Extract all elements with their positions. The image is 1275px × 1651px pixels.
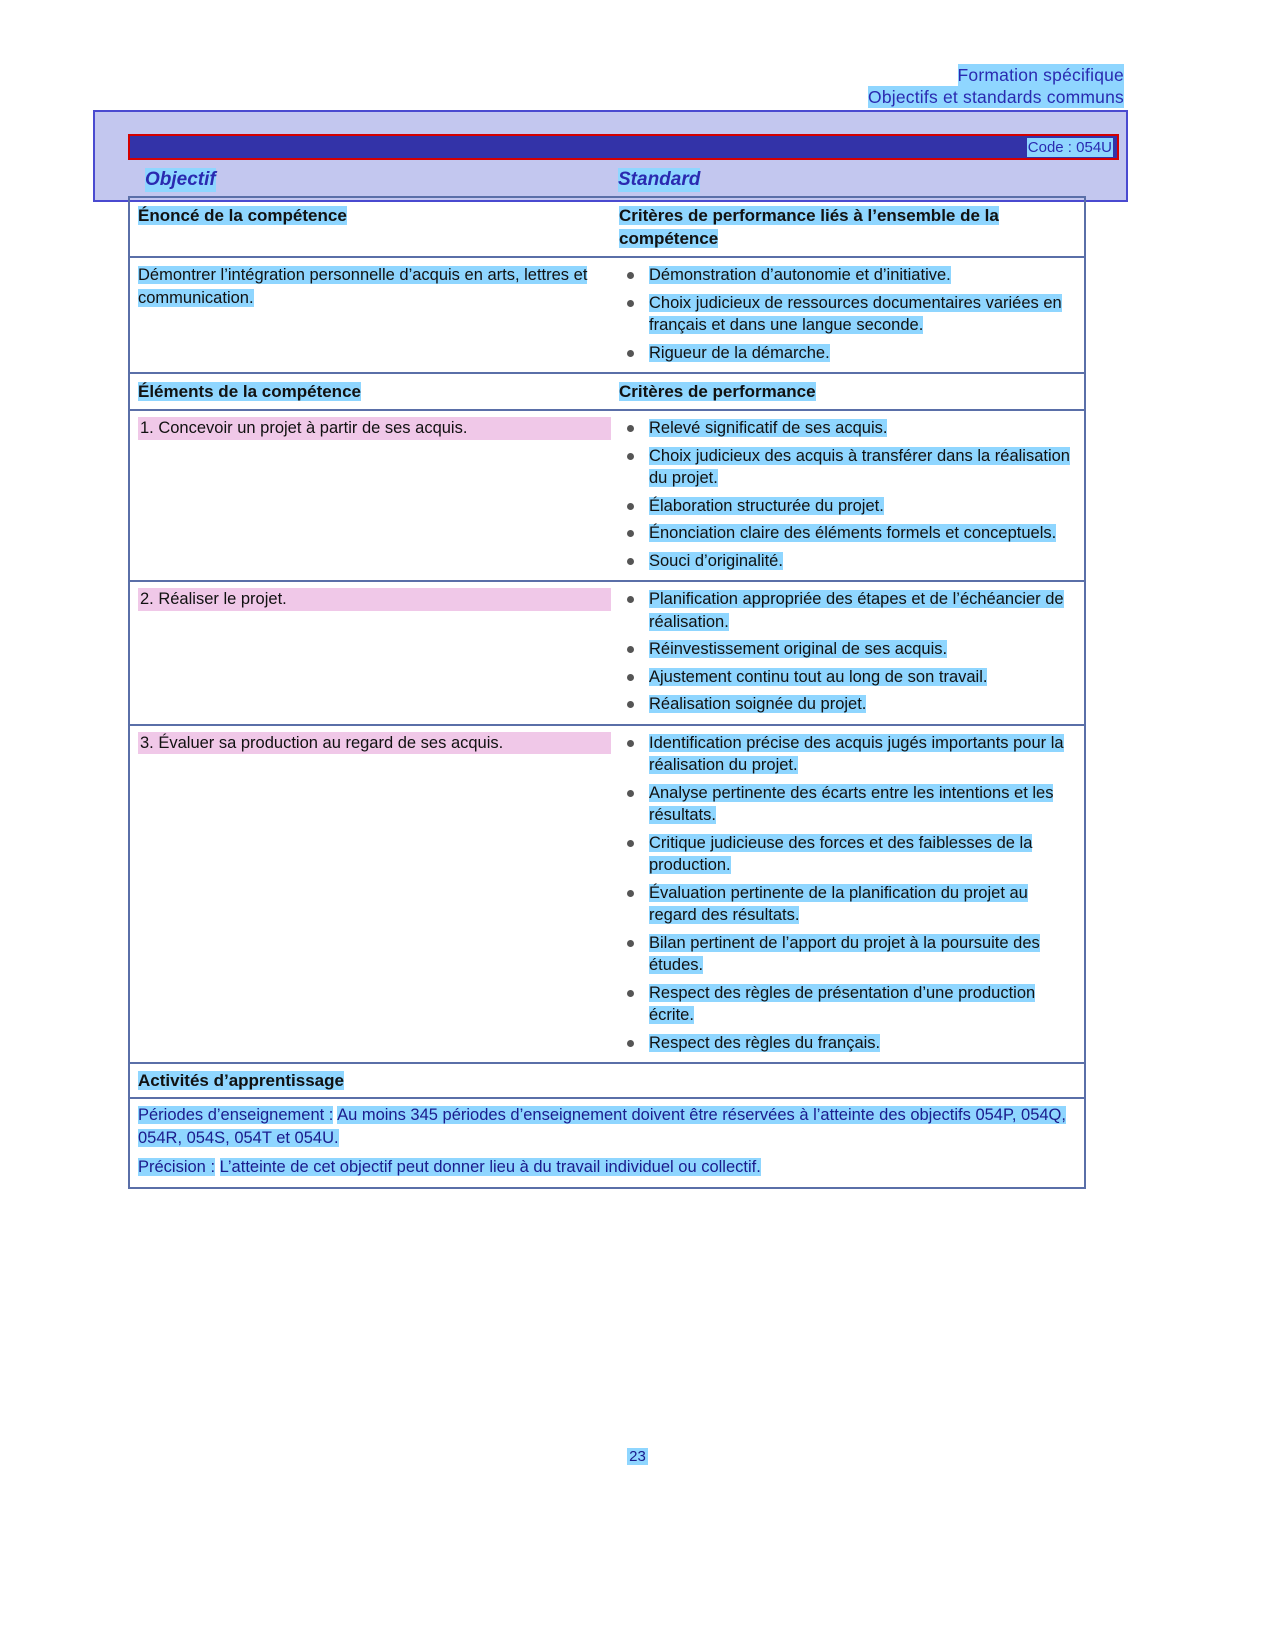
code-bar xyxy=(128,134,1119,160)
standard-label: Standard xyxy=(618,169,701,190)
bullet-icon xyxy=(627,990,634,997)
enonce-text-cell xyxy=(130,258,617,372)
criteres-list-1 xyxy=(619,417,1078,572)
criteres-ensemble-list xyxy=(619,264,1078,364)
list-item: Évaluation pertinente de la planification du projet au regard des résultats. xyxy=(619,882,1078,927)
bullet-icon xyxy=(627,300,634,307)
table-row xyxy=(130,374,1084,411)
list-item: Analyse pertinente des écarts entre les intentions et les résultats. xyxy=(619,782,1078,827)
element-cell-1 xyxy=(130,411,617,580)
list-item: Choix judicieux des acquis à transférer dans la réalisation du projet. xyxy=(619,445,1078,490)
bullet-icon xyxy=(627,272,634,279)
list-item: Respect des règles du français. xyxy=(619,1032,1078,1055)
list-item: Respect des règles de présentation d’une production écrite. xyxy=(619,982,1078,1027)
bullet-icon xyxy=(627,701,634,708)
page-number-text: 23 xyxy=(629,1448,646,1465)
precision-label: Précision : xyxy=(138,1158,216,1176)
precision-text: L’atteinte de cet objectif peut donner lieu à du travail individuel ou collectif. xyxy=(219,1158,761,1176)
table-row xyxy=(130,1099,1084,1187)
list-item: Relevé significatif de ses acquis. xyxy=(619,417,1078,440)
bullet-icon xyxy=(627,425,634,432)
table-row xyxy=(130,726,1084,1065)
bullet-icon xyxy=(627,1040,634,1047)
list-item: Identification précise des acquis jugés importants pour la réalisation du projet. xyxy=(619,732,1078,777)
bullet-icon xyxy=(627,350,634,357)
objectif-label: Objectif xyxy=(145,169,216,190)
page-number xyxy=(0,1448,1275,1465)
bullet-icon xyxy=(627,790,634,797)
elements-head-cell xyxy=(130,374,617,409)
bullet-icon xyxy=(627,890,634,897)
list-item: Énonciation claire des éléments formels et conceptuels. xyxy=(619,522,1078,545)
element-text-1: 1. Concevoir un projet à partir de ses acquis. xyxy=(138,417,611,440)
element-text-2: 2. Réaliser le projet. xyxy=(138,588,611,611)
criteres-cell-2 xyxy=(617,582,1084,724)
table-row xyxy=(130,411,1084,582)
precision-line xyxy=(138,1156,1076,1179)
enonce-text: Démontrer l’intégration personnelle d’acquis en arts, lettres et communication. xyxy=(138,266,588,307)
criteres-list-3 xyxy=(619,732,1078,1055)
periodes-line xyxy=(138,1104,1076,1150)
activites-head-cell xyxy=(130,1064,1084,1097)
element-cell-3 xyxy=(130,726,617,1063)
list-item: Élaboration structurée du projet. xyxy=(619,495,1078,518)
table-row xyxy=(130,258,1084,374)
list-item: Planification appropriée des étapes et de l’échéancier de réalisation. xyxy=(619,588,1078,633)
objectif-standard-row xyxy=(95,168,1126,198)
list-item: Réalisation soignée du projet. xyxy=(619,693,1078,716)
criteres-head-cell xyxy=(617,374,1084,409)
header-line-objectifs: Objectifs et standards communs xyxy=(868,87,1124,107)
table-row xyxy=(130,198,1084,258)
header-line-formation: Formation spécifique xyxy=(957,65,1124,85)
bullet-icon xyxy=(627,840,634,847)
periodes-text: Au moins 345 périodes d’enseignement doivent être réservées à l’atteinte des objectifs 054P, 054Q, 054R, 054S, 054T et 054U. xyxy=(138,1106,1066,1147)
activites-body-cell xyxy=(130,1099,1084,1187)
list-item: Démonstration d’autonomie et d’initiative. xyxy=(619,264,1078,287)
bullet-icon xyxy=(627,596,634,603)
activites-head-text: Activités d’apprentissage xyxy=(138,1071,344,1090)
element-text-3: 3. Évaluer sa production au regard de ses acquis. xyxy=(138,732,611,755)
bullet-icon xyxy=(627,940,634,947)
enonce-head-cell xyxy=(130,198,617,256)
bullet-icon xyxy=(627,530,634,537)
list-item: Souci d’originalité. xyxy=(619,550,1078,573)
elements-head-text: Éléments de la compétence xyxy=(138,382,361,401)
list-item: Bilan pertinent de l’apport du projet à la poursuite des études. xyxy=(619,932,1078,977)
header-code-box xyxy=(93,110,1128,202)
table-row xyxy=(130,1064,1084,1099)
list-item: Ajustement continu tout au long de son travail. xyxy=(619,666,1078,689)
header-title-block xyxy=(93,64,1128,108)
competence-table xyxy=(128,196,1086,1189)
criteres-head-text: Critères de performance xyxy=(619,382,816,401)
list-item: Critique judicieuse des forces et des faiblesses de la production. xyxy=(619,832,1078,877)
list-item: Rigueur de la démarche. xyxy=(619,342,1078,365)
bullet-icon xyxy=(627,740,634,747)
criteres-ensemble-list-cell xyxy=(617,258,1084,372)
code-label: Code : 054U xyxy=(1027,139,1112,156)
bullet-icon xyxy=(627,503,634,510)
list-item: Réinvestissement original de ses acquis. xyxy=(619,638,1078,661)
criteres-cell-3 xyxy=(617,726,1084,1063)
table-row xyxy=(130,582,1084,726)
bullet-icon xyxy=(627,646,634,653)
element-cell-2 xyxy=(130,582,617,724)
bullet-icon xyxy=(627,674,634,681)
bullet-icon xyxy=(627,558,634,565)
enonce-head-text: Énoncé de la compétence xyxy=(138,206,347,225)
bullet-icon xyxy=(627,453,634,460)
page-header xyxy=(93,64,1128,202)
periodes-label: Périodes d’enseignement : xyxy=(138,1106,334,1124)
list-item: Choix judicieux de ressources documentaires variées en français et dans une langue seconde. xyxy=(619,292,1078,337)
criteres-ensemble-head-text: Critères de performance liés à l’ensemble de la compétence xyxy=(619,206,999,248)
criteres-cell-1 xyxy=(617,411,1084,580)
criteres-ensemble-head-cell xyxy=(617,198,1084,256)
criteres-list-2 xyxy=(619,588,1078,716)
